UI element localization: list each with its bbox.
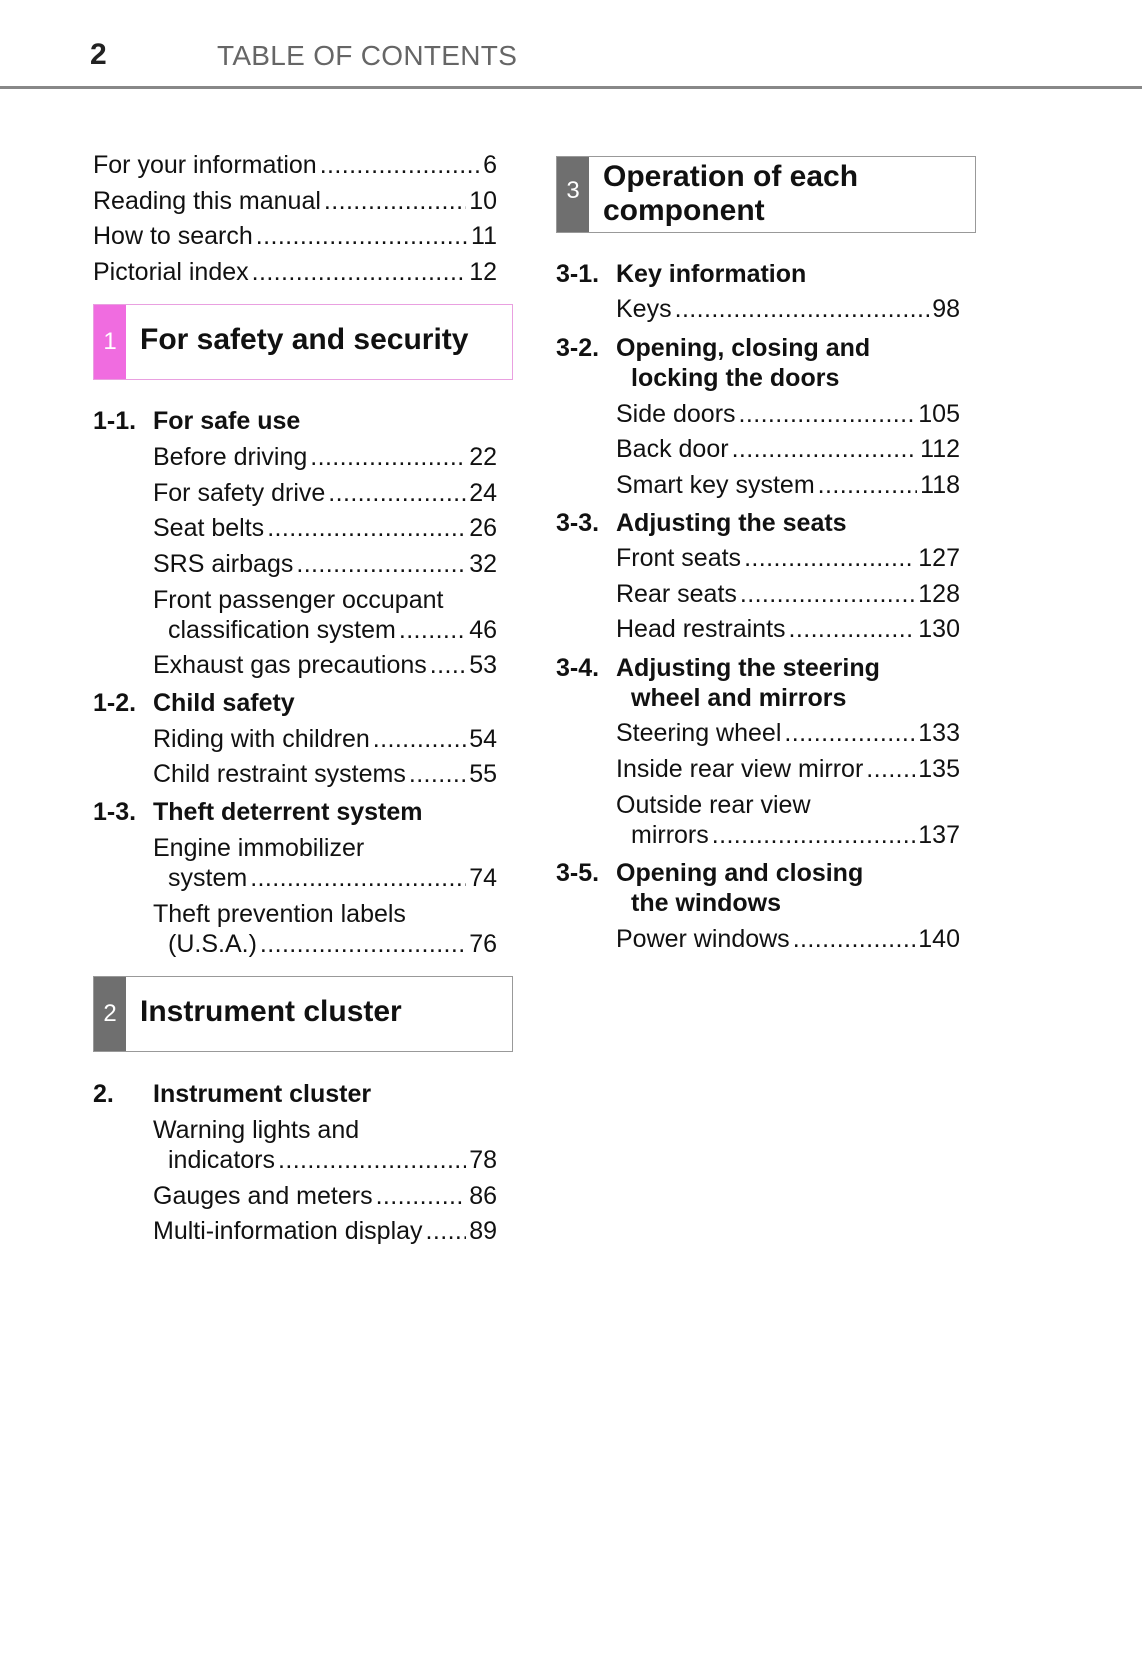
section-heading[interactable]: 1-1. For safe use: [93, 407, 301, 435]
section-heading[interactable]: 3-3. Adjusting the seats: [556, 509, 847, 537]
chapter-1-tab: 1: [94, 305, 126, 379]
chapter-2-heading[interactable]: [93, 976, 513, 1052]
toc-entry[interactable]: Smart key system ..... 118: [616, 470, 960, 501]
chapter-3-title-line1: Operation of each: [603, 160, 859, 193]
chapter-3-title-line2: component: [603, 194, 765, 227]
toc-entry[interactable]: Reading this manual ..... 10: [93, 186, 497, 217]
toc-entry[interactable]: Back door ..... 112: [616, 434, 960, 465]
chapter-3-tab: 3: [557, 157, 589, 232]
page-number: 2: [90, 38, 107, 71]
section-heading[interactable]: 1-2. Child safety: [93, 689, 295, 717]
toc-entry[interactable]: Child restraint systems ..... 55: [153, 759, 497, 790]
toc-entry[interactable]: Seat belts ..... 26: [153, 513, 497, 544]
toc-entry[interactable]: Keys ..... 98: [616, 294, 960, 325]
toc-entry-line1[interactable]: Outside rear view: [616, 791, 811, 819]
section-heading[interactable]: 3-1. Key information: [556, 260, 807, 288]
header-divider: [0, 86, 1142, 89]
chapter-3-heading[interactable]: [556, 156, 976, 233]
section-heading[interactable]: 2. Instrument cluster: [93, 1080, 372, 1108]
section-heading[interactable]: 3-5. Opening and closing the windows: [556, 859, 864, 917]
toc-entry[interactable]: For your information ..... 6: [93, 150, 497, 181]
toc-entry[interactable]: Steering wheel ..... 133: [616, 718, 960, 749]
page-header: [0, 0, 1142, 90]
toc-entry[interactable]: classification system ..... 46: [168, 615, 497, 646]
section-heading[interactable]: 3-2. Opening, closing and locking the doors: [556, 334, 871, 392]
chapter-1-heading[interactable]: [93, 304, 513, 380]
section-heading[interactable]: 1-3. Theft deterrent system: [93, 798, 423, 826]
toc-entry[interactable]: For safety drive ..... 24: [153, 478, 497, 509]
toc-entry[interactable]: mirrors ..... 137: [631, 820, 960, 851]
toc-entry-line1[interactable]: Engine immobilizer: [153, 834, 365, 862]
toc-entry[interactable]: Before driving ..... 22: [153, 442, 497, 473]
chapter-2-title: Instrument cluster: [140, 995, 402, 1028]
toc-entry-line1[interactable]: Theft prevention labels: [153, 900, 406, 928]
toc-entry[interactable]: Front seats ..... 127: [616, 543, 960, 574]
toc-entry[interactable]: Multi-information display ..... 89: [153, 1216, 497, 1247]
section-heading[interactable]: 3-4. Adjusting the steering wheel and mirrors: [556, 654, 880, 712]
toc-entry[interactable]: indicators ..... 78: [168, 1145, 497, 1176]
toc-entry[interactable]: Riding with children ..... 54: [153, 724, 497, 755]
toc-entry-line1[interactable]: Front passenger occupant: [153, 586, 444, 614]
toc-entry[interactable]: (U.S.A.) ..... 76: [168, 929, 497, 960]
toc-entry[interactable]: Pictorial index ..... 12: [93, 257, 497, 288]
toc-entry[interactable]: SRS airbags ..... 32: [153, 549, 497, 580]
toc-entry[interactable]: Head restraints ..... 130: [616, 614, 960, 645]
toc-entry[interactable]: Gauges and meters ..... 86: [153, 1181, 497, 1212]
toc-entry[interactable]: Inside rear view mirror ..... 135: [616, 754, 960, 785]
header-title: TABLE OF CONTENTS: [217, 40, 518, 71]
toc-entry-line1[interactable]: Warning lights and: [153, 1116, 360, 1144]
toc-entry[interactable]: How to search ..... 11: [93, 221, 497, 252]
toc-entry[interactable]: system ..... 74: [168, 863, 497, 894]
toc-entry[interactable]: Exhaust gas precautions ..... 53: [153, 650, 497, 681]
toc-entry[interactable]: Rear seats ..... 128: [616, 579, 960, 610]
chapter-2-tab: 2: [94, 977, 126, 1051]
toc-entry[interactable]: Power windows ..... 140: [616, 924, 960, 955]
chapter-1-title: For safety and security: [140, 323, 469, 356]
toc-entry[interactable]: Side doors ..... 105: [616, 399, 960, 430]
